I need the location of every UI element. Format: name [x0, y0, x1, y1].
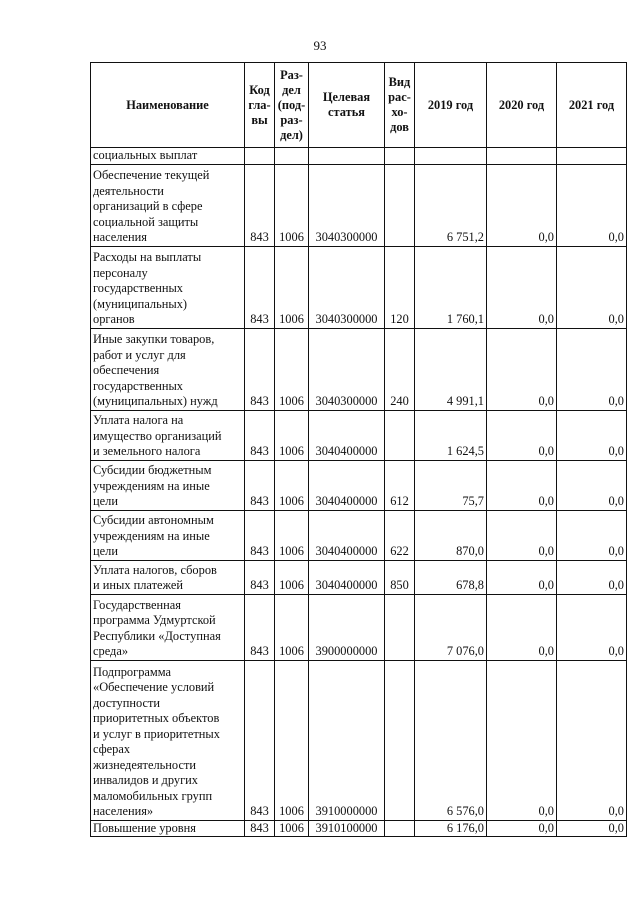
header-target-article: Целевая статья: [309, 63, 385, 148]
cell-2019: 870,0: [415, 510, 487, 560]
cell-expense-type: 622: [385, 510, 415, 560]
cell-2020: 0,0: [487, 246, 557, 328]
cell-2021: 0,0: [557, 410, 627, 460]
header-2021: 2021 год: [557, 63, 627, 148]
cell-2020: 0,0: [487, 510, 557, 560]
cell-name: Обеспечение текущей деятельности организаций в сфере социальной защиты населения: [91, 164, 245, 246]
header-section: Раз- дел (под- раз- дел): [275, 63, 309, 148]
cell-name: социальных выплат: [91, 148, 245, 165]
cell-chapter-code: 843: [245, 660, 275, 820]
cell-2019: 7 076,0: [415, 594, 487, 660]
cell-section: 1006: [275, 246, 309, 328]
cell-expense-type: 850: [385, 560, 415, 594]
cell-chapter-code: 843: [245, 594, 275, 660]
cell-expense-type: [385, 660, 415, 820]
cell-2019: 678,8: [415, 560, 487, 594]
cell-2020: 0,0: [487, 460, 557, 510]
table-row: [91, 510, 627, 560]
table-row: [91, 460, 627, 510]
cell-expense-type: [385, 410, 415, 460]
table-row: [91, 560, 627, 594]
cell-section: 1006: [275, 560, 309, 594]
cell-name: Подпрограмма «Обеспечение условий доступности приоритетных объектов и услуг в приоритетных сферах жизнедеятельности инвалидов и других маломобильных групп населения»: [91, 660, 245, 820]
cell-target-article: 3040400000: [309, 510, 385, 560]
cell-2019: 6 751,2: [415, 164, 487, 246]
cell-section: 1006: [275, 328, 309, 410]
cell-target-article: 3040300000: [309, 328, 385, 410]
cell-chapter-code: 843: [245, 560, 275, 594]
cell-name: Уплата налога на имущество организаций и земельного налога: [91, 410, 245, 460]
cell-2021: 0,0: [557, 328, 627, 410]
cell-2021: 0,0: [557, 510, 627, 560]
cell-2021: 0,0: [557, 164, 627, 246]
table-row: [91, 328, 627, 410]
cell-expense-type: 240: [385, 328, 415, 410]
cell-2020: 0,0: [487, 410, 557, 460]
cell-2019: 1 624,5: [415, 410, 487, 460]
cell-target-article: 3910000000: [309, 660, 385, 820]
cell-name: Расходы на выплаты персоналу государственных (муниципальных) органов: [91, 246, 245, 328]
page-number: 93: [313, 38, 327, 53]
cell-section: 1006: [275, 410, 309, 460]
cell-chapter-code: 843: [245, 164, 275, 246]
cell-target-article: 3040400000: [309, 410, 385, 460]
cell-target-article: 3040300000: [309, 164, 385, 246]
cell-section: 1006: [275, 164, 309, 246]
cell-section: 1006: [275, 820, 309, 837]
cell-target-article: 3900000000: [309, 594, 385, 660]
table-row: [91, 164, 627, 246]
cell-expense-type: [385, 164, 415, 246]
cell-chapter-code: [245, 148, 275, 165]
budget-table: [90, 62, 627, 837]
cell-2020: 0,0: [487, 820, 557, 837]
cell-expense-type: [385, 820, 415, 837]
cell-2020: 0,0: [487, 328, 557, 410]
cell-section: 1006: [275, 460, 309, 510]
header-2019: 2019 год: [415, 63, 487, 148]
cell-chapter-code: 843: [245, 510, 275, 560]
table-row: [91, 410, 627, 460]
table-row: [91, 148, 627, 165]
table-row: [91, 820, 627, 837]
cell-name: Государственная программа Удмуртской Республики «Доступная среда»: [91, 594, 245, 660]
cell-target-article: 3910100000: [309, 820, 385, 837]
cell-2019: 1 760,1: [415, 246, 487, 328]
cell-expense-type: [385, 148, 415, 165]
table-row: [91, 594, 627, 660]
cell-chapter-code: 843: [245, 820, 275, 837]
header-2020: 2020 год: [487, 63, 557, 148]
table-row: [91, 246, 627, 328]
cell-target-article: 3040400000: [309, 560, 385, 594]
cell-expense-type: 120: [385, 246, 415, 328]
header-expense-type: Вид рас- хо- дов: [385, 63, 415, 148]
cell-target-article: 3040400000: [309, 460, 385, 510]
cell-2021: [557, 148, 627, 165]
cell-2019: 4 991,1: [415, 328, 487, 410]
header-chapter-code: Код гла- вы: [245, 63, 275, 148]
cell-name: Субсидии бюджетным учреждениям на иные цели: [91, 460, 245, 510]
cell-2019: 75,7: [415, 460, 487, 510]
cell-2020: 0,0: [487, 560, 557, 594]
header-row: [91, 63, 627, 148]
header-name: Наименование: [91, 63, 245, 148]
cell-name: Иные закупки товаров, работ и услуг для обеспечения государственных (муниципальных) нужд: [91, 328, 245, 410]
cell-name: Субсидии автономным учреждениям на иные цели: [91, 510, 245, 560]
cell-2021: 0,0: [557, 560, 627, 594]
cell-2021: 0,0: [557, 660, 627, 820]
cell-name: Уплата налогов, сборов и иных платежей: [91, 560, 245, 594]
cell-2019: 6 576,0: [415, 660, 487, 820]
cell-2019: 6 176,0: [415, 820, 487, 837]
cell-target-article: [309, 148, 385, 165]
table-row: [91, 660, 627, 820]
cell-2021: 0,0: [557, 246, 627, 328]
cell-2020: 0,0: [487, 594, 557, 660]
cell-chapter-code: 843: [245, 410, 275, 460]
cell-2020: 0,0: [487, 660, 557, 820]
cell-2019: [415, 148, 487, 165]
cell-target-article: 3040300000: [309, 246, 385, 328]
cell-name: Повышение уровня: [91, 820, 245, 837]
cell-2021: 0,0: [557, 820, 627, 837]
cell-expense-type: 612: [385, 460, 415, 510]
cell-section: 1006: [275, 510, 309, 560]
cell-chapter-code: 843: [245, 460, 275, 510]
cell-section: [275, 148, 309, 165]
cell-chapter-code: 843: [245, 246, 275, 328]
cell-2020: [487, 148, 557, 165]
cell-chapter-code: 843: [245, 328, 275, 410]
cell-section: 1006: [275, 594, 309, 660]
cell-2021: 0,0: [557, 594, 627, 660]
cell-expense-type: [385, 594, 415, 660]
cell-section: 1006: [275, 660, 309, 820]
cell-2021: 0,0: [557, 460, 627, 510]
cell-2020: 0,0: [487, 164, 557, 246]
